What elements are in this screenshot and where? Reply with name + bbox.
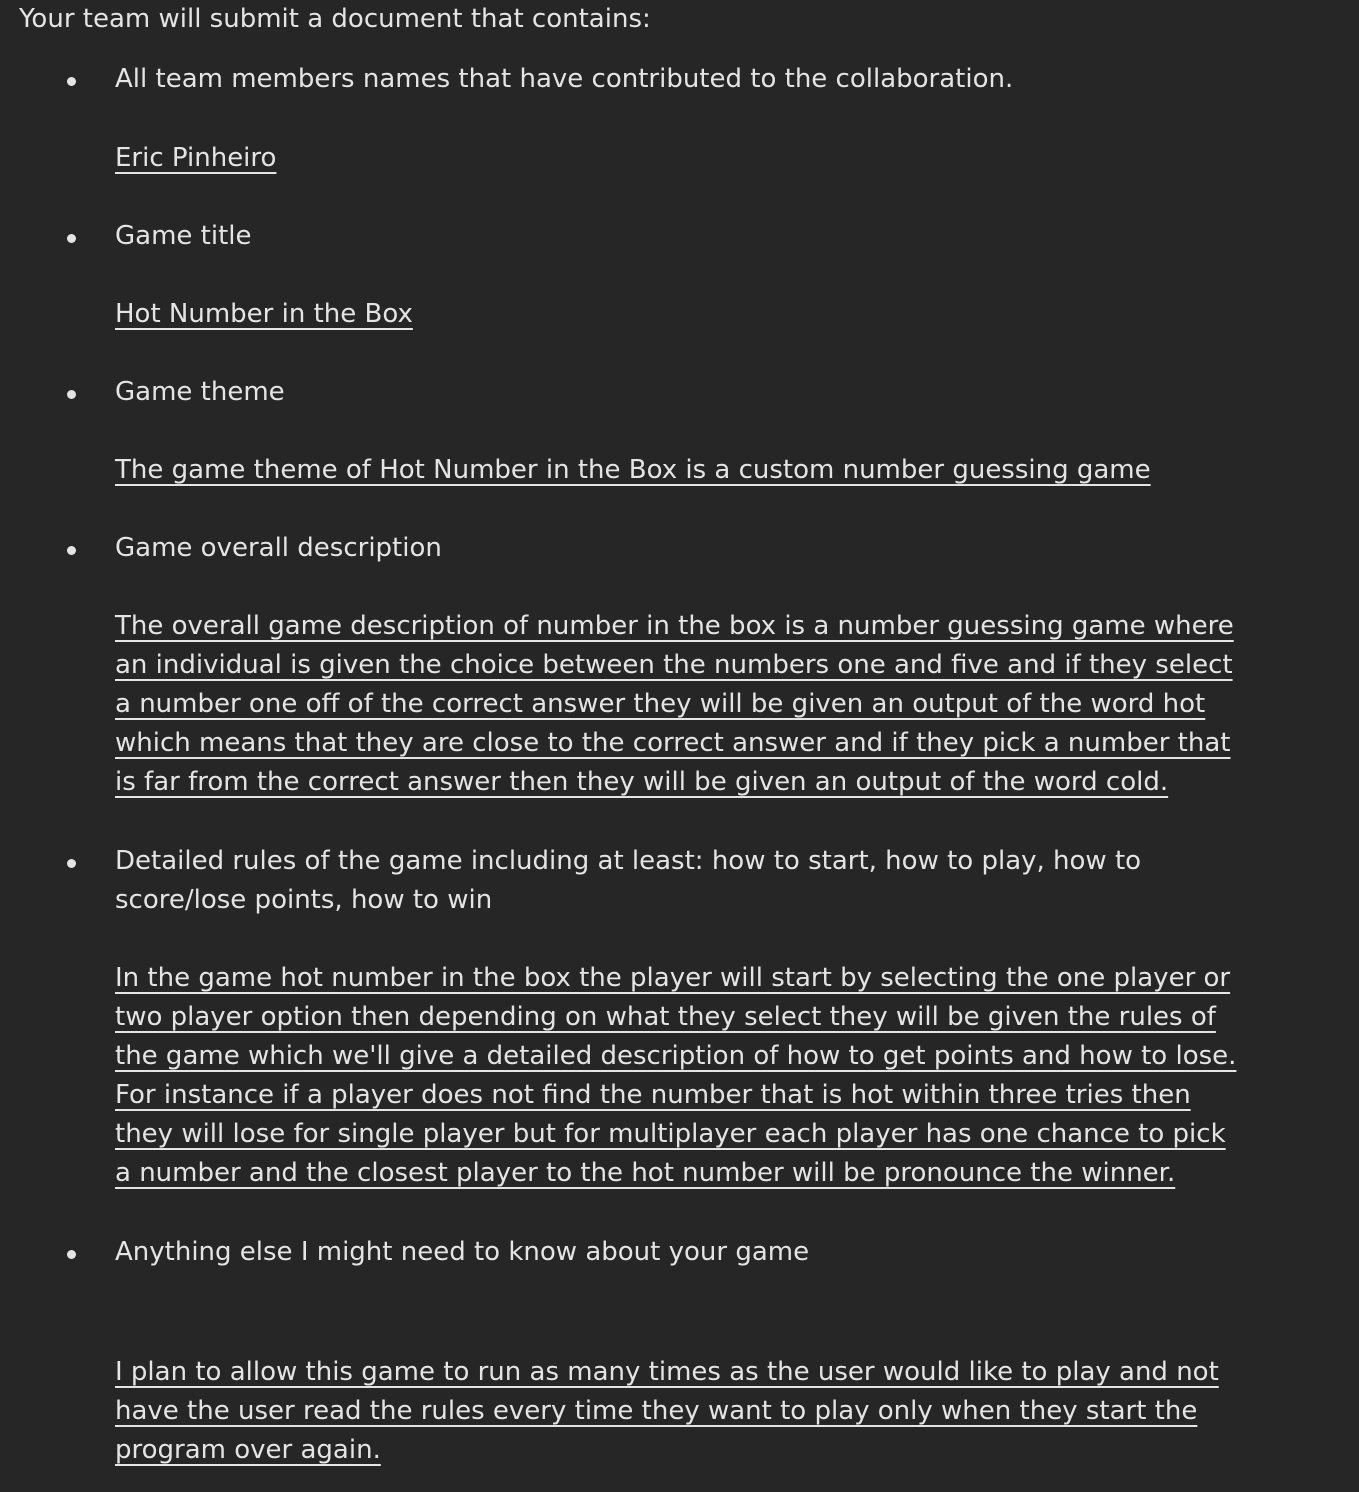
bullet-icon — [67, 77, 79, 89]
answer-line: I plan to allow this game to run as many times as the user would like to play and not — [115, 1357, 1219, 1387]
prompt-game-theme: Game theme — [115, 377, 285, 407]
answer-line: an individual is given the choice between the numbers one and five and if they select — [115, 650, 1233, 680]
answer-game-rules[interactable] — [115, 959, 1305, 1193]
answer-line: a number and the closest player to the hot number will be pronounce the winner. — [115, 1158, 1176, 1188]
answer-game-description[interactable] — [115, 607, 1305, 802]
answer-line: a number one off of the correct answer they will be given an output of the word hot — [115, 689, 1206, 719]
prompt-anything-else: Anything else I might need to know about your game — [115, 1237, 810, 1267]
prompt-game-rules — [115, 842, 1305, 920]
prompt-game-title: Game title — [115, 221, 252, 251]
bullet-icon — [67, 234, 79, 246]
bullet-icon — [67, 390, 79, 402]
document-intro: Your team will submit a document that contains: — [19, 4, 651, 34]
prompt-line: score/lose points, how to win — [115, 885, 493, 915]
answer-game-title[interactable]: Hot Number in the Box — [115, 299, 413, 329]
answer-team-members[interactable]: Eric Pinheiro — [115, 143, 277, 173]
bullet-icon — [67, 546, 79, 558]
answer-line: they will lose for single player but for multiplayer each player has one chance to pick — [115, 1119, 1226, 1149]
answer-line: have the user read the rules every time they want to play only when they start the — [115, 1396, 1198, 1426]
prompt-line: Detailed rules of the game including at least: how to start, how to play, how to — [115, 846, 1142, 876]
answer-line: The overall game description of number in the box is a number guessing game where — [115, 611, 1234, 641]
answer-line: In the game hot number in the box the player will start by selecting the one player or — [115, 963, 1231, 993]
answer-anything-else[interactable] — [115, 1353, 1305, 1470]
answer-line: two player option then depending on what they select they will be given the rules of — [115, 1002, 1216, 1032]
answer-line: is far from the correct answer then they will be given an output of the word cold. — [115, 767, 1169, 797]
bullet-icon — [67, 1250, 79, 1262]
answer-line: which means that they are close to the correct answer and if they pick a number that — [115, 728, 1231, 758]
answer-line: program over again. — [115, 1435, 381, 1465]
bullet-icon — [67, 859, 79, 871]
answer-line: the game which we'll give a detailed description of how to get points and how to lose. — [115, 1041, 1237, 1071]
answer-game-theme[interactable]: The game theme of Hot Number in the Box is a custom number guessing game — [115, 455, 1151, 485]
prompt-game-description: Game overall description — [115, 533, 442, 563]
answer-line: For instance if a player does not find the number that is hot within three tries then — [115, 1080, 1191, 1110]
prompt-team-members: All team members names that have contributed to the collaboration. — [115, 64, 1014, 94]
